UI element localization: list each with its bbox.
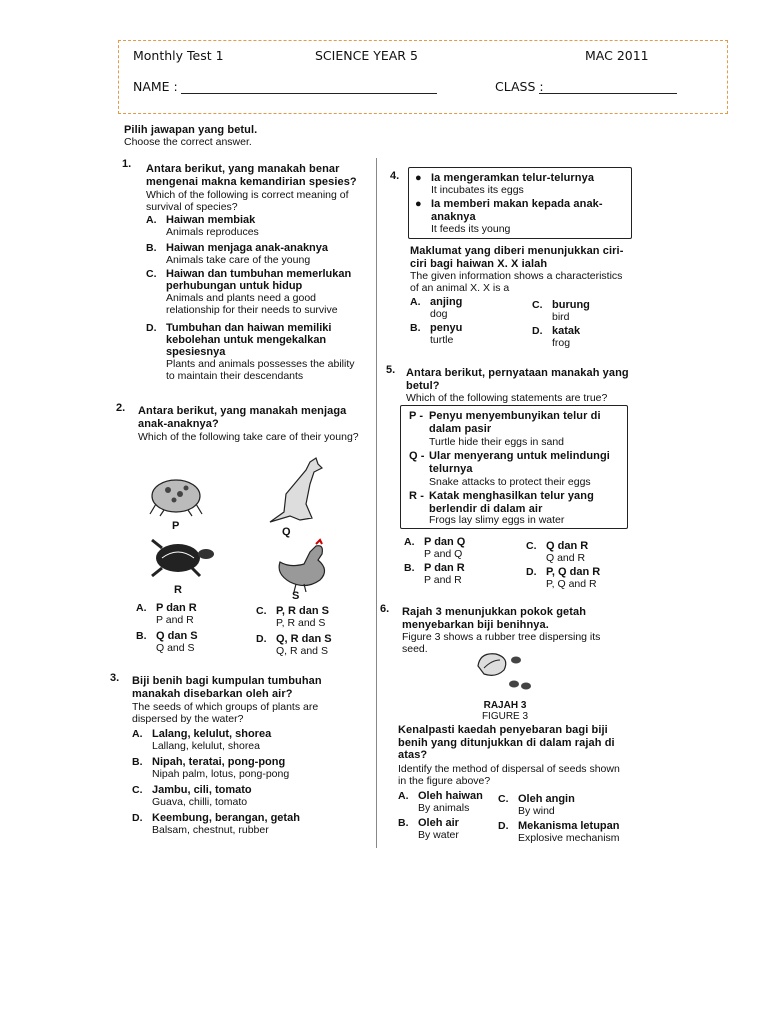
q6-option-a[interactable]: A. Oleh haiwan By animals (398, 790, 483, 814)
q4-question-en: The given information shows a characteristics of an animal X. X is a (410, 270, 623, 294)
q5-statement-r-ms: Katak menghasilkan telur yang berlendir di dalam air (429, 490, 594, 515)
q6-question2-ms: Kenalpasti kaedah penyebaran bagi biji benih yang ditunjukkan di dalam rajah di atas? (398, 724, 615, 761)
test-date: MAC 2011 (585, 48, 649, 63)
q5-question-en: Which of the following statements are true? (406, 392, 608, 404)
q4-option-b[interactable]: B. penyu turtle (410, 322, 463, 346)
q6-question-en: Figure 3 shows a rubber tree dispersing its seed. (402, 631, 601, 655)
q1-option-c[interactable]: C. Haiwan dan tumbuhan memerlukan perhubungan untuk hidup Animals and plants need a good relationship for their needs to survive (146, 268, 352, 316)
rubber-seed-image (470, 648, 540, 696)
figure-label-ms: RAJAH 3 (483, 700, 527, 711)
q4-info-box: ● Ia mengeramkan telur-telurnya It incubates its eggs ● Ia memberi makan kepada anak-anaknya It feeds its young (408, 167, 632, 239)
q2-option-b[interactable]: B. Q dan S Q and S (136, 630, 198, 654)
q3-option-b[interactable]: B. Nipah, teratai, pong-pong Nipah palm, lotus, pong-pong (132, 756, 290, 780)
q5-option-a[interactable]: A. P dan Q P and Q (404, 536, 466, 560)
q5-number: 5. (386, 364, 396, 376)
label-q: Q (282, 526, 291, 538)
label-s: S (292, 590, 300, 602)
q1-number: 1. (122, 158, 132, 170)
q6-option-c[interactable]: C. Oleh angin By wind (498, 793, 575, 817)
hen-image (270, 538, 334, 592)
q4-option-c[interactable]: C. burung bird (532, 299, 590, 323)
q5-statement-q-ms: Ular menyerang untuk melindungi telurnya (429, 450, 610, 475)
header-box (118, 40, 728, 114)
q6-option-b[interactable]: B. Oleh air By water (398, 817, 459, 841)
q4-question-ms: Maklumat yang diberi menunjukkan ciri-ciri bagi haiwan X. X ialah (410, 245, 624, 270)
q4-bullet2-en: It feeds its young (431, 223, 511, 235)
q4-bullet2-ms: Ia memberi makan kepada anak-anaknya (431, 198, 603, 223)
test-title: Monthly Test 1 (133, 48, 224, 63)
name-field[interactable] (181, 93, 437, 94)
kangaroo-image (260, 454, 336, 526)
q3-option-d[interactable]: D. Keembung, berangan, getah Balsam, chestnut, rubber (132, 812, 300, 836)
q1-question-en: Which of the following is correct meaning of survival of species? (146, 189, 349, 213)
q1-option-a[interactable]: A. Haiwan membiak Animals reproduces (146, 214, 259, 238)
q4-option-a[interactable]: A. anjing dog (410, 296, 463, 320)
q6-question-ms: Rajah 3 menunjukkan pokok getah menyebarkan biji benihnya. (402, 606, 587, 631)
q3-option-a[interactable]: A. Lalang, kelulut, shorea Lallang, kelulut, shorea (132, 728, 272, 752)
q5-option-b[interactable]: B. P dan R P and R (404, 562, 465, 586)
q3-number: 3. (110, 672, 120, 684)
q2-option-a[interactable]: A. P dan R P and R (136, 602, 197, 626)
q6-question2-en: Identify the method of dispersal of seeds shown in the figure above? (398, 763, 620, 787)
q5-option-c[interactable]: C. Q dan R Q and R (526, 540, 589, 564)
q3-option-c[interactable]: C. Jambu, cili, tomato Guava, chilli, tomato (132, 784, 252, 808)
q4-bullet1-ms: Ia mengeramkan telur-telurnya (431, 172, 595, 184)
q4-bullet1-en: It incubates its eggs (431, 184, 524, 196)
label-r: R (174, 584, 183, 596)
column-divider (376, 158, 377, 848)
subject-title: SCIENCE YEAR 5 (315, 48, 418, 63)
q5-statement-q-en: Snake attacks to protect their eggs (429, 476, 591, 488)
q2-question-ms: Antara berikut, yang manakah menjaga anak-anaknya? (138, 405, 347, 430)
q4-number: 4. (390, 170, 400, 182)
q5-statement-box: P - Penyu menyembunyikan telur di dalam pasir Turtle hide their eggs in sand Q - Ular menyerang untuk melindungi telurnya Snake attacks to protect their eggs R - Katak menghasilkan telur yang berlendir di dalam air Frogs lay slimy eggs in water (400, 405, 628, 529)
name-label: NAME : (133, 79, 178, 94)
q5-statement-p-en: Turtle hide their eggs in sand (429, 436, 565, 448)
q1-option-b[interactable]: B. Haiwan menjaga anak-anaknya Animals take care of the young (146, 242, 329, 266)
class-field[interactable] (539, 93, 677, 94)
instruction-ms: Pilih jawapan yang betul. (124, 124, 258, 136)
turtle-image (148, 534, 218, 582)
q1-option-d[interactable]: D. Tumbuhan dan haiwan memiliki kebolehan untuk mengekalkan spesiesnya Plants and animals possesses the ability to maintain their descendants (146, 322, 355, 382)
q4-option-d[interactable]: D. katak frog (532, 325, 581, 349)
frog-image (146, 470, 206, 518)
q5-question-ms: Antara berikut, pernyataan manakah yang betul? (406, 367, 629, 392)
q5-statement-r-en: Frogs lay slimy eggs in water (429, 514, 565, 526)
instruction-en: Choose the correct answer. (124, 136, 252, 148)
q2-number: 2. (116, 402, 126, 414)
q2-question-en: Which of the following take care of their young? (138, 431, 359, 443)
q3-question-ms: Biji benih bagi kumpulan tumbuhan manakah disebarkan oleh air? (132, 675, 322, 700)
q2-option-c[interactable]: C. P, R dan S P, R and S (256, 605, 329, 629)
q2-option-d[interactable]: D. Q, R dan S Q, R and S (256, 633, 332, 657)
q1-question-ms: Antara berikut, yang manakah benar mengenai makna kemandirian spesies? (146, 163, 357, 188)
class-label: CLASS : (495, 79, 544, 94)
q3-question-en: The seeds of which groups of plants are dispersed by the water? (132, 701, 319, 725)
q5-statement-p-ms: Penyu menyembunyikan telur di dalam pasir (429, 410, 601, 435)
label-p: P (172, 520, 180, 532)
q5-option-d[interactable]: D. P, Q dan R P, Q and R (526, 566, 601, 590)
q6-option-d[interactable]: D. Mekanisma letupan Explosive mechanism (498, 820, 620, 844)
q6-number: 6. (380, 603, 390, 615)
figure-label-en: FIGURE 3 (481, 711, 529, 722)
